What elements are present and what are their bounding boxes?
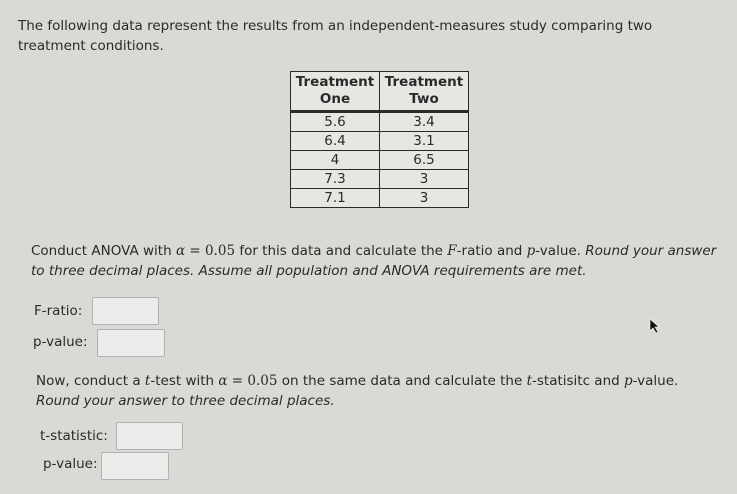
p-value-label-anova: p-value:: [33, 334, 88, 350]
cell-one-3: 4: [291, 151, 380, 170]
cell-one-2: 6.4: [291, 132, 380, 151]
cell-two-1: 3.4: [380, 112, 469, 132]
cell-two-5: 3: [380, 189, 469, 208]
t-statistic-input[interactable]: [116, 422, 183, 450]
problem-intro: The following data represent the results from an independent-measures study comparing two treatment conditions.: [18, 18, 653, 54]
cell-one-1: 5.6: [291, 112, 380, 132]
cell-two-2: 3.1: [380, 132, 469, 151]
header-treatment-one: Treatment One: [291, 72, 380, 112]
cell-two-3: 6.5: [380, 151, 469, 170]
cell-one-5: 7.1: [291, 189, 380, 208]
f-ratio-input[interactable]: [92, 297, 159, 325]
t-test-instructions: Now, conduct a t-test with α = 0.05 on the same data and calculate the t-statisitc and p-value. Round your answer to three decimal places.: [36, 373, 679, 409]
cell-one-4: 7.3: [291, 170, 380, 189]
header-treatment-two: Treatment Two: [380, 72, 469, 112]
data-table: [290, 71, 469, 208]
p-value-label-ttest: p-value:: [43, 456, 98, 472]
cell-two-4: 3: [380, 170, 469, 189]
p-value-input-anova[interactable]: [97, 329, 165, 357]
p-value-input-ttest[interactable]: [101, 452, 169, 480]
mouse-pointer-icon: [649, 318, 663, 334]
anova-instructions: Conduct ANOVA with α = 0.05 for this data and calculate the F-ratio and p-value. Round your answer to three decimal places. Assume all population and ANOVA requirements are met.: [31, 243, 717, 279]
f-ratio-label: F-ratio:: [34, 303, 83, 319]
t-statistic-label: t-statistic:: [40, 428, 108, 444]
